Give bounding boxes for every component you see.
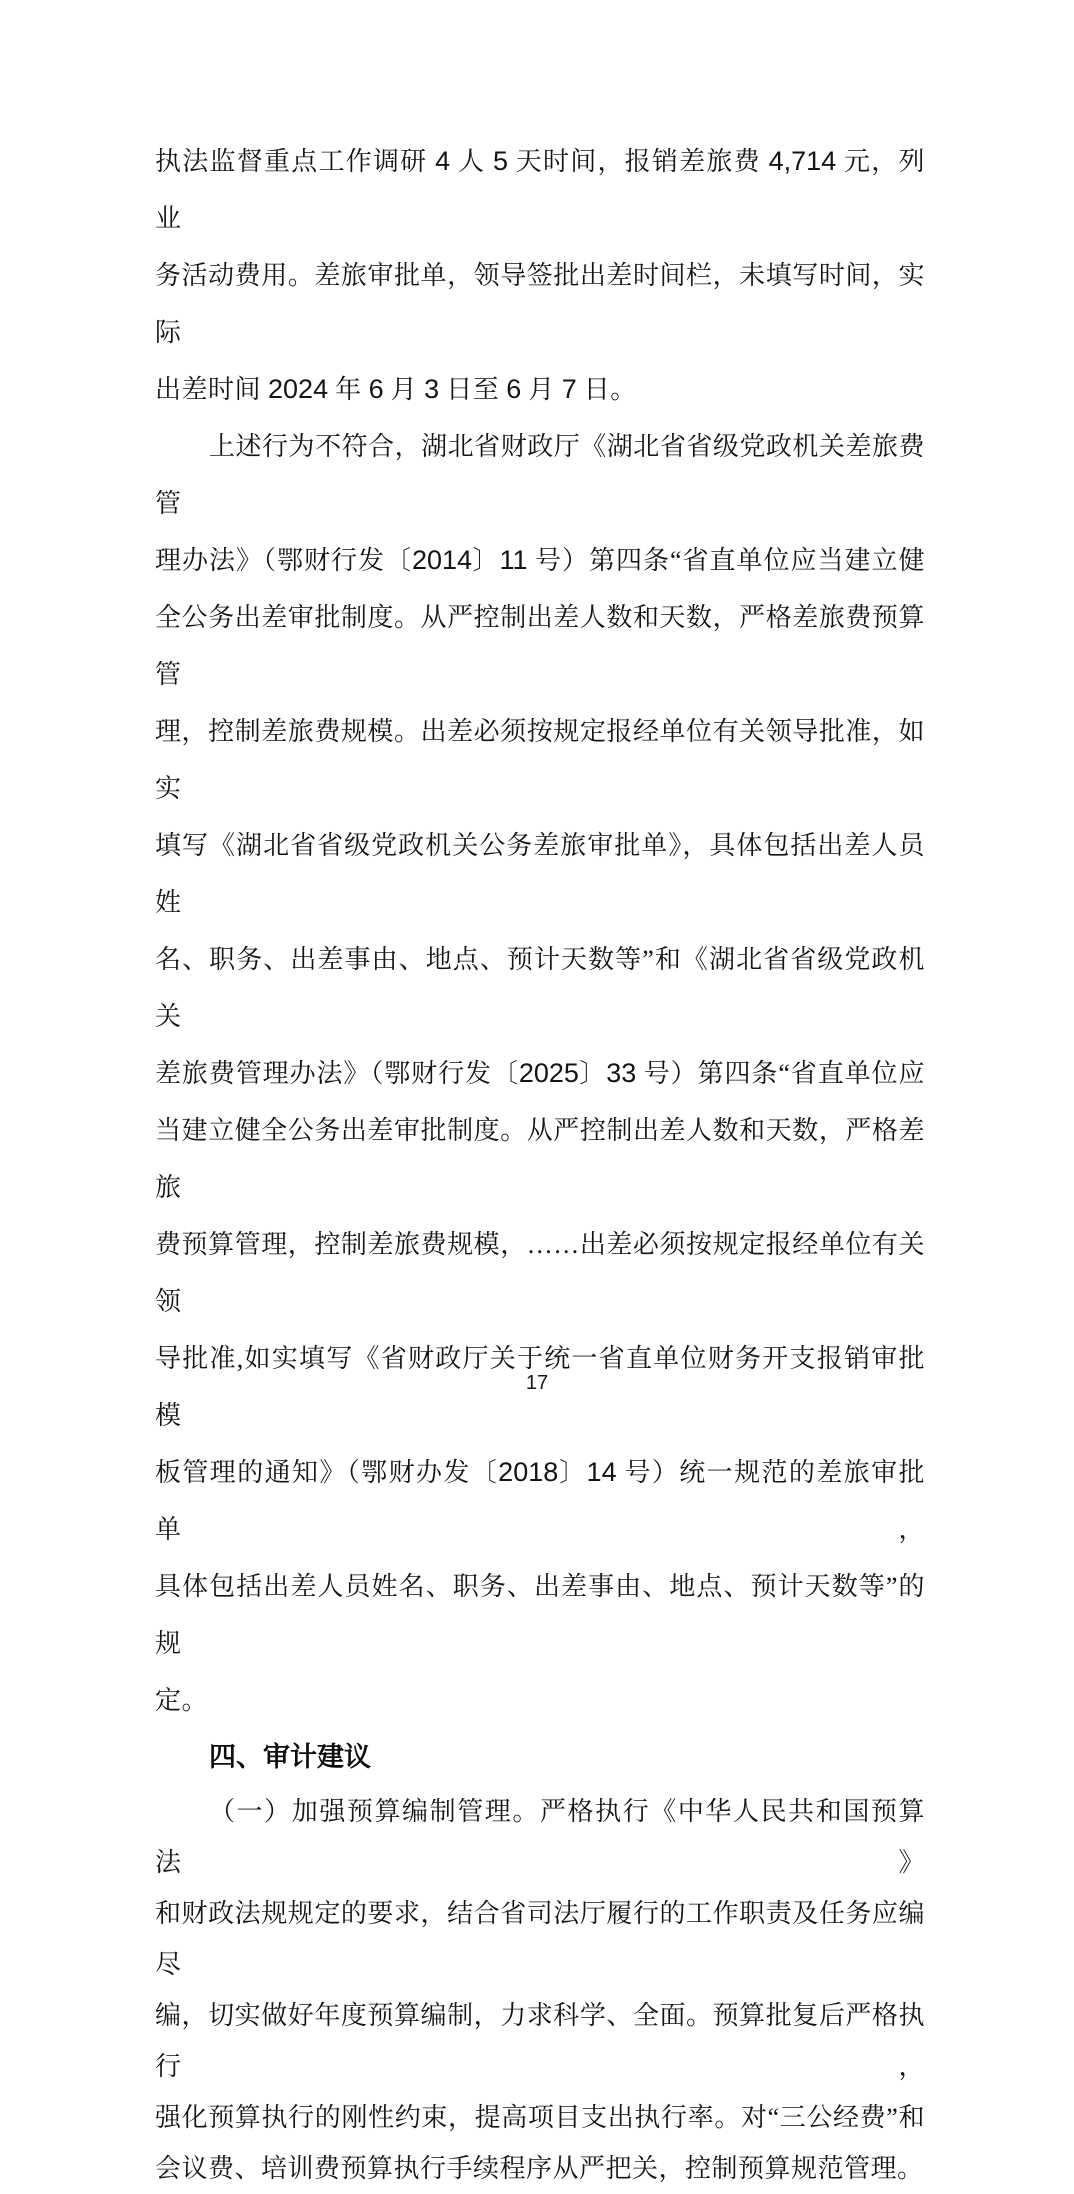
text-line: 理办法》（鄂财行发〔2014〕11 号）第四条“省直单位应当建立健: [155, 545, 925, 575]
text-line: 具体包括出差人员姓名、职务、出差事由、地点、预计天数等”的规: [155, 1572, 925, 1658]
text-line: 会议费、培训费预算执行手续程序从严把关，控制预算规范管理。: [155, 2154, 924, 2183]
text-line: 务活动费用。差旅审批单，领导签批出差时间栏，未填写时间，实际: [155, 261, 925, 347]
text-line: 强化预算执行的刚性约束，提高项目支出执行率。对“三公经费”和: [155, 2103, 925, 2132]
text-line: 板管理的通知》（鄂财办发〔2018〕14 号）统一规范的差旅审批单，: [155, 1457, 925, 1544]
text-line: 名、职务、出差事由、地点、预计天数等”和《湖北省省级党政机关: [155, 945, 925, 1031]
text-line: 导批准,如实填写《省财政厅关于统一省直单位财务开支报销审批模: [155, 1344, 925, 1430]
text-line: 上述行为不符合，湖北省财政厅《湖北省省级党政机关差旅费管: [155, 432, 925, 518]
text-line: 当建立健全公务出差审批制度。从严控制出差人数和天数，严格差旅: [155, 1116, 925, 1202]
page-number: 17: [525, 1372, 549, 1394]
text-line: 理，控制差旅费规模。出差必须按规定报经单位有关领导批准，如实: [155, 717, 925, 803]
text-line: 执法监督重点工作调研 4 人 5 天时间，报销差旅费 4,714 元，列业: [155, 146, 925, 233]
text-line: 定。: [155, 1686, 209, 1715]
paragraph-recommendation-1: [155, 1786, 925, 2194]
paragraph-travel-expense-finding: [155, 133, 925, 418]
text-line: 编，切实做好年度预算编制，力求科学、全面。预算批复后严格执行，: [155, 2001, 925, 2081]
text-line: 填写《湖北省省级党政机关公务差旅审批单》，具体包括出差人员姓: [155, 831, 925, 917]
text-line: 全公务出差审批制度。从严控制出差人数和天数，严格差旅费预算管: [155, 603, 925, 689]
text-line: 和财政法规规定的要求，结合省司法厅履行的工作职责及任务应编尽: [155, 1899, 925, 1979]
paragraph-regulation-citation: [155, 418, 925, 1729]
section-heading-audit-recommendations: 四、审计建议: [209, 1742, 371, 1772]
text-line: （一）加强预算编制管理。严格执行《中华人民共和国预算法》: [155, 1797, 925, 1877]
text-line: 差旅费管理办法》（鄂财行发〔2025〕33 号）第四条“省直单位应: [155, 1058, 925, 1088]
text-line: 出差时间 2024 年 6 月 3 日至 6 月 7 日。: [155, 374, 637, 404]
text-line: 费预算管理，控制差旅费规模，……出差必须按规定报经单位有关领: [155, 1230, 925, 1316]
text-body: [155, 133, 925, 2194]
